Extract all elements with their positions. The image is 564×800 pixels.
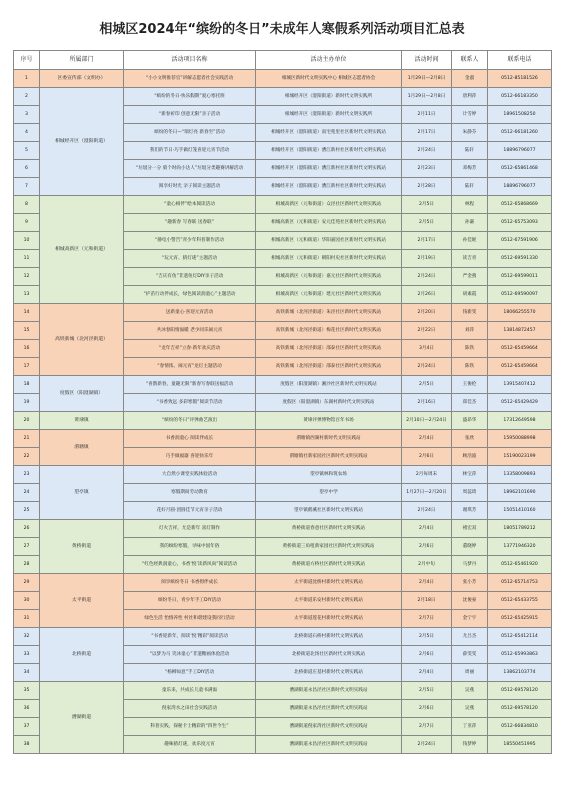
cell-name: 阅享缤纷冬日 书香拇伴成长 — [124, 574, 256, 592]
cell-name: 花好月圆·团圆佳节元宵亲子活动 — [124, 502, 256, 520]
cell-name: 绿色生活 怡情养性 村社和谐建设我同行活动 — [124, 610, 256, 628]
cell-time: 2月24日 — [402, 358, 452, 376]
cell-time: 2月4日 — [402, 430, 452, 448]
cell-name: 科普实践，探秘卡士精彩的“四世今生” — [124, 718, 256, 736]
cell-time: 2月5日 — [402, 214, 452, 232]
cell-time: 2月5日 — [402, 376, 452, 394]
cell-org: 高铁新城（北河泾街道）邵泰社区新时代文明实践站 — [256, 358, 402, 376]
cell-no: 29 — [14, 574, 40, 592]
cell-org: 渭塘镇社新家园社区新时代文明实践站 — [256, 448, 402, 466]
cell-phone: 18896796077 — [488, 142, 552, 160]
cell-org: 北桥街道石桥村新时代文明实践站 — [256, 628, 402, 646]
cell-name: 送新童心·喜迎元宵活动 — [124, 304, 256, 322]
cell-no: 1 — [14, 70, 40, 88]
cell-contact: 吴燕 — [452, 682, 488, 700]
cell-dept: 北桥街道 — [40, 628, 124, 682]
cell-name: 灯火吉祥，尤是新年 富灯制作 — [124, 520, 256, 538]
cell-time: 2月20日 — [402, 304, 452, 322]
cell-name: “以梦为马 笑沐童心”非遗糖画体验活动 — [124, 646, 256, 664]
cell-contact: 陆轩 — [452, 178, 488, 196]
table-row — [14, 628, 552, 646]
cell-org: 相城高新区（元和街道）众泾社区新时代文明实践站 — [256, 196, 402, 214]
cell-time: 2月18日 — [402, 592, 452, 610]
cell-time: 2月6日 — [402, 646, 452, 664]
table-row — [14, 196, 552, 214]
cell-no: 31 — [14, 610, 40, 628]
cell-no: 30 — [14, 592, 40, 610]
cell-time: 2月24日 — [402, 736, 452, 754]
table-row — [14, 376, 552, 394]
cell-contact: 陆轩 — [452, 142, 488, 160]
cell-no: 38 — [14, 736, 40, 754]
cell-contact: 邓梅芳 — [452, 160, 488, 178]
cell-time: 2月中旬 — [402, 556, 452, 574]
cell-org: 黄埭评弹博物馆百年书场 — [256, 412, 402, 430]
header-contact: 联系人 — [452, 51, 488, 70]
cell-time: 1月27日—2月20日 — [402, 484, 452, 502]
cell-time: 3月4日 — [402, 340, 452, 358]
cell-no: 27 — [14, 538, 40, 556]
cell-contact: 尤吕杰 — [452, 628, 488, 646]
cell-org: 漕湖街道永昌泾社区新时代文明实践站 — [256, 736, 402, 754]
cell-no: 22 — [14, 448, 40, 466]
cell-phone: 18961508250 — [488, 106, 552, 124]
table-row — [14, 466, 552, 484]
cell-phone: 0512-65459664 — [488, 340, 552, 358]
cell-phone: 18051789212 — [488, 520, 552, 538]
cell-contact: 刘萍 — [452, 322, 488, 340]
cell-no: 25 — [14, 502, 40, 520]
cell-dept: 望亭镇 — [40, 466, 124, 520]
cell-no: 32 — [14, 628, 40, 646]
cell-name: “红色经典润童心，书香‘悦’读新风尚”阅读活动 — [124, 556, 256, 574]
cell-contact: 盛昂华 — [452, 412, 488, 430]
cell-phone: 0512-69578120 — [488, 700, 552, 718]
cell-phone: 0512-69578120 — [488, 682, 552, 700]
cell-name: 共沐春阳情溢暖 老少同乐闹元宵 — [124, 322, 256, 340]
cell-time: 2月16日 — [402, 394, 452, 412]
cell-name: 巧手做福器 喜迎快乐年 — [124, 448, 256, 466]
cell-no: 5 — [14, 142, 40, 160]
page-title: 相城区2024年“缤纷的冬日”未成年人寒假系列活动项目汇总表 — [99, 22, 465, 37]
cell-org: 度假区（阳澄湖镇）东湖村新时代文明实践站 — [256, 394, 402, 412]
cell-no: 9 — [14, 214, 40, 232]
table-row — [14, 520, 552, 538]
cell-no: 35 — [14, 682, 40, 700]
cell-name: “垃圾分一分 骑个时尚小达人”垃圾分类趣赛讲解活动 — [124, 160, 256, 178]
table-row — [14, 682, 552, 700]
cell-contact: 陈铁 — [452, 340, 488, 358]
cell-time: 2月19日 — [402, 250, 452, 268]
cell-name: “趣新春 写春联 送春联” — [124, 214, 256, 232]
table-row — [14, 430, 552, 448]
header-name: 活动项目名称 — [124, 51, 256, 70]
cell-no: 21 — [14, 430, 40, 448]
cell-org: 渭塘镇西湖村新时代文明实践站 — [256, 430, 402, 448]
cell-time: 2月每周末 — [402, 466, 452, 484]
cell-name: 我们的节日·巧手做灯笼喜迎元宵节活动 — [124, 142, 256, 160]
cell-time: 1月29日—2月8日 — [402, 70, 452, 88]
header-org: 活动主办单位 — [256, 51, 402, 70]
cell-phone: 0512-69591330 — [488, 250, 552, 268]
header-phone: 联系电话 — [488, 51, 552, 70]
cell-time: 2月7日 — [402, 718, 452, 736]
cell-dept: 黄埭镇 — [40, 412, 124, 430]
cell-name: “书香致远 多彩寒假”阅读节活动 — [124, 394, 256, 412]
table-row — [14, 88, 552, 106]
cell-name: “书香迎新年，阅读‘悦’精彩”阅读活动 — [124, 628, 256, 646]
cell-org: 相城经开区（澄阳街道）漕江新村社区新时代文明实践站 — [256, 142, 402, 160]
cell-phone: 0512-65433755 — [488, 592, 552, 610]
cell-name: “春情浓、闹元宵”龙灯主题活动 — [124, 358, 256, 376]
cell-time: 2月6日 — [402, 538, 452, 556]
cell-no: 3 — [14, 106, 40, 124]
cell-time: 2月4日 — [402, 664, 452, 682]
cell-no: 28 — [14, 556, 40, 574]
cell-contact: 丁亚萍 — [452, 718, 488, 736]
cell-name: “缤纷的冬日·快乐假期”爱心寒托班 — [124, 88, 256, 106]
cell-contact: 孙佳妮 — [452, 232, 488, 250]
cell-name: 倪家湾水之田社会实践活动 — [124, 700, 256, 718]
cell-no: 24 — [14, 484, 40, 502]
cell-no: 11 — [14, 250, 40, 268]
cell-org: 望亭镇鹤溪社区新时代文明实践站 — [256, 502, 402, 520]
cell-time: 2月17日 — [402, 124, 452, 142]
cell-contact: 董晓婷 — [452, 538, 488, 556]
cell-contact: 朱静芬 — [452, 124, 488, 142]
cell-no: 18 — [14, 376, 40, 394]
cell-name: “喜鹊新春，童趣无限”新春写春联送福活动 — [124, 376, 256, 394]
cell-no: 17 — [14, 358, 40, 376]
cell-time: 2月26日 — [402, 286, 452, 304]
cell-time: 2月28日 — [402, 178, 452, 196]
cell-org: 相城经开区（澄阳街道）新时代文明实践所 — [256, 106, 402, 124]
cell-no: 19 — [14, 394, 40, 412]
cell-no: 33 — [14, 646, 40, 664]
cell-org: 望亭中学 — [256, 484, 402, 502]
cell-time: 2月10日—2月24日 — [402, 412, 452, 430]
cell-name: “玩元宵、猜灯谜”主题活动 — [124, 250, 256, 268]
cell-phone: 0512-69590097 — [488, 286, 552, 304]
cell-time: 2月23日 — [402, 160, 452, 178]
cell-no: 23 — [14, 466, 40, 484]
cell-phone: 0512-67591906 — [488, 232, 552, 250]
cell-dept: 度假区（阳澄湖镇） — [40, 376, 124, 412]
cell-contact: 谢琪芳 — [452, 502, 488, 520]
cell-name: 寒假期间劳动教育 — [124, 484, 256, 502]
cell-time: 2月5日 — [402, 628, 452, 646]
cell-contact: 金淑 — [452, 70, 488, 88]
cell-org: 相城高新区（元和街道）安元佳苑社区新时代文明实践站 — [256, 214, 402, 232]
table-body — [14, 70, 552, 754]
cell-time: 2月7日 — [402, 610, 452, 628]
cell-time: 1月29日—2月8日 — [402, 88, 452, 106]
cell-no: 12 — [14, 268, 40, 286]
cell-org: 太平街道沈桥村新时代文明实践站 — [256, 574, 402, 592]
cell-org: 相城高新区（元和街道）华阳嘉园社区新时代文明实践站 — [256, 232, 402, 250]
cell-name: 缤纷冬日，青少年手工DIY活动 — [124, 592, 256, 610]
cell-contact: 周丽 — [452, 664, 488, 682]
cell-contact: 周蕊琦 — [452, 484, 488, 502]
cell-org: 黄桥街道方桥社区新时代文明实践站 — [256, 556, 402, 574]
cell-phone: 13771946320 — [488, 538, 552, 556]
cell-org: 北桥街道庄基村新时代文明实践站 — [256, 664, 402, 682]
cell-name: “杨柳如意”手工DIY活动 — [124, 664, 256, 682]
cell-no: 4 — [14, 124, 40, 142]
cell-contact: 钱梦婷 — [452, 736, 488, 754]
cell-org: 太平街道乐安村新时代文明实践站 — [256, 592, 402, 610]
cell-org: 太平街道莲花村新时代文明实践站 — [256, 610, 402, 628]
table-row — [14, 70, 552, 88]
cell-phone: 18896796077 — [488, 178, 552, 196]
cell-phone: 15950088998 — [488, 430, 552, 448]
cell-org: 相城高新区（元和街道）朝阳村史社区新时代文明实践站 — [256, 250, 402, 268]
cell-contact: 林宝萍 — [452, 466, 488, 484]
cell-name: 童乐来，共成长儿童书满溢 — [124, 682, 256, 700]
cell-org: 漕湖街道永昌泾社区新时代文明实践站 — [256, 700, 402, 718]
cell-dept: 高铁新城（北河泾街道） — [40, 304, 124, 376]
cell-contact: 严金燕 — [452, 268, 488, 286]
cell-no: 2 — [14, 88, 40, 106]
cell-contact: 张欣 — [452, 430, 488, 448]
cell-contact: 薛雯雯 — [452, 646, 488, 664]
cell-contact: 读吉青 — [452, 250, 488, 268]
cell-org: 高铁新城（北河泾街道）梅花社区新时代文明实践站 — [256, 322, 402, 340]
cell-org: 漕湖街道倪家湾社区新时代文明实践站 — [256, 718, 402, 736]
cell-org: 相城高新区（元和街道）嘉元社区新时代文明实践站 — [256, 268, 402, 286]
cell-contact: 褚宏双 — [452, 520, 488, 538]
cell-name: 大自然小课堂实践体验活动 — [124, 466, 256, 484]
cell-dept: 区委宣传部（文明办） — [40, 70, 124, 88]
cell-time: 2月11日 — [402, 106, 452, 124]
cell-no: 15 — [14, 322, 40, 340]
cell-no: 10 — [14, 232, 40, 250]
cell-phone: 15190023199 — [488, 448, 552, 466]
cell-no: 6 — [14, 160, 40, 178]
cell-name: 阅享好时光 亲子阅读主题活动 — [124, 178, 256, 196]
cell-time: 2月6日 — [402, 700, 452, 718]
cell-time: 2月5日 — [402, 196, 452, 214]
cell-no: 20 — [14, 412, 40, 430]
cell-phone: 0512-65412114 — [488, 628, 552, 646]
cell-name: 缤纷的冬日—“瑞灯亮 新春至”活动 — [124, 124, 256, 142]
cell-phone: 13862103774 — [488, 664, 552, 682]
cell-phone: 0512-66834810 — [488, 718, 552, 736]
cell-org: 相城经开区（澄阳街道）新时代文明实践所 — [256, 88, 402, 106]
cell-no: 13 — [14, 286, 40, 304]
header-dept: 所属部门 — [40, 51, 124, 70]
cell-no: 37 — [14, 718, 40, 736]
table-header-row — [14, 51, 552, 70]
cell-name: “吉庆有鱼”非遗鱼灯DIY亲子活动 — [124, 268, 256, 286]
cell-contact: 胡素霞 — [452, 286, 488, 304]
cell-phone: 0512-65459664 — [488, 358, 552, 376]
cell-name: 趣味猜灯谜，欢乐度元宵 — [124, 736, 256, 754]
cell-org: 相城经开区（澄阳街道）南宅苑里社区新时代文明实践站 — [256, 124, 402, 142]
cell-no: 14 — [14, 304, 40, 322]
cell-name: “缤纷的冬日”评弹曲艺演出 — [124, 412, 256, 430]
cell-phone: 0512-85181526 — [488, 70, 552, 88]
cell-no: 16 — [14, 340, 40, 358]
cell-org: 相城经开区（澄阳街道）漕江新村社区新时代文明实践站 — [256, 178, 402, 196]
cell-contact: 唐利萍 — [452, 88, 488, 106]
cell-phone: 18066255570 — [488, 304, 552, 322]
cell-phone: 17312649598 — [488, 412, 552, 430]
cell-org: 度假区（阳澄湖镇）湘沙社区新时代文明实践站 — [256, 376, 402, 394]
cell-time: 2月17日 — [402, 232, 452, 250]
cell-phone: 0512-65461920 — [488, 556, 552, 574]
cell-contact: 计雪婷 — [452, 106, 488, 124]
cell-dept: 黄桥街道 — [40, 520, 124, 574]
cell-phone: 0512-69599011 — [488, 268, 552, 286]
cell-org: 高铁新城（北河泾街道）邵泰社区新时代文明实践站 — [256, 340, 402, 358]
cell-time: 2月5日 — [402, 682, 452, 700]
cell-no: 7 — [14, 178, 40, 196]
cell-org: 望亭镇林和筑农场 — [256, 466, 402, 484]
cell-org: 相城高新区（元和街道）建元社区新时代文明实践站 — [256, 286, 402, 304]
cell-phone: 0512-66183350 — [488, 88, 552, 106]
table-row — [14, 574, 552, 592]
cell-time: 2月24日 — [402, 502, 452, 520]
cell-contact: 沈俊豪 — [452, 592, 488, 610]
table-row — [14, 304, 552, 322]
cell-phone: 0512-65714753 — [488, 574, 552, 592]
cell-phone: 13814872457 — [488, 322, 552, 340]
cell-name: “静电小警告”青少年科普制作活动 — [124, 232, 256, 250]
cell-phone: 0512-66181260 — [488, 124, 552, 142]
cell-name: “龙年吉祥”立春·新年欢庆活动 — [124, 340, 256, 358]
cell-contact: 吴燕 — [452, 700, 488, 718]
cell-name: “新春祈印 创意无限”亲子活动 — [124, 106, 256, 124]
cell-contact: 孙谦 — [452, 214, 488, 232]
cell-phone: 0512-65429429 — [488, 394, 552, 412]
cell-name: “童心相伴”绘本阅读活动 — [124, 196, 256, 214]
cell-dept: 渭塘镇 — [40, 430, 124, 466]
cell-dept: 相城高新区（元和街道） — [40, 196, 124, 304]
cell-contact: 金宁宇 — [452, 610, 488, 628]
cell-time: 2月22日 — [402, 322, 452, 340]
cell-phone: 15051410160 — [488, 502, 552, 520]
cell-phone: 18550451995 — [488, 736, 552, 754]
cell-contact: 马梦丹 — [452, 556, 488, 574]
cell-name: 我的缤纷寒假，寻味中国年俗 — [124, 538, 256, 556]
cell-name: 书香润童心 阅读伴成长 — [124, 430, 256, 448]
cell-time: 2月4日 — [402, 574, 452, 592]
cell-contact: 王俊伦 — [452, 376, 488, 394]
table-row — [14, 412, 552, 430]
cell-org: 高铁新城（北河泾街道）朱泾社区新时代文明实践站 — [256, 304, 402, 322]
cell-time: 2月6日 — [402, 448, 452, 466]
cell-contact: 陈铁 — [452, 358, 488, 376]
cell-phone: 0512-65861468 — [488, 160, 552, 178]
cell-phone: 0512-65868669 — [488, 196, 552, 214]
cell-phone: 0512-65753093 — [488, 214, 552, 232]
cell-name: “护苗行动伴成长，绿色阅读润童心”主题活动 — [124, 286, 256, 304]
cell-no: 34 — [14, 664, 40, 682]
cell-phone: 0512-65993863 — [488, 646, 552, 664]
activities-table — [13, 50, 552, 754]
cell-time: 2月24日 — [402, 142, 452, 160]
cell-contact: 林程 — [452, 196, 488, 214]
cell-phone: 13915407412 — [488, 376, 552, 394]
cell-contact: 张小芳 — [452, 574, 488, 592]
cell-org: 相城区新时代文明实践中心 相城区志愿者协会 — [256, 70, 402, 88]
cell-org: 黄桥街道春意社区新时代文明实践站 — [256, 520, 402, 538]
header-time: 活动时间 — [402, 51, 452, 70]
cell-dept: 相城经开区（澄阳街道） — [40, 88, 124, 196]
cell-no: 8 — [14, 196, 40, 214]
cell-no: 36 — [14, 700, 40, 718]
cell-dept: 太平街道 — [40, 574, 124, 628]
cell-phone: 13358009893 — [488, 466, 552, 484]
cell-contact: 顾浩波 — [452, 448, 488, 466]
cell-org: 北桥街道北汤社区新时代文明实践站 — [256, 646, 402, 664]
cell-dept: 漕湖街道 — [40, 682, 124, 754]
cell-org: 漕湖街道永昌泾社区新时代文明实践站 — [256, 682, 402, 700]
cell-org: 相城经开区（澄阳街道）漕江新村社区新时代文明实践站 — [256, 160, 402, 178]
cell-org: 黄桥街道三角咀新家园社区新时代文明实践站 — [256, 538, 402, 556]
cell-no: 26 — [14, 520, 40, 538]
cell-time: 2月4日 — [402, 520, 452, 538]
cell-time: 2月24日 — [402, 268, 452, 286]
cell-contact: 郑佳杰 — [452, 394, 488, 412]
cell-contact: 钱新雯 — [452, 304, 488, 322]
cell-phone: 18962101690 — [488, 484, 552, 502]
cell-name: “小小文明推荐官”讲解志愿者社会实践活动 — [124, 70, 256, 88]
cell-phone: 0512-65425915 — [488, 610, 552, 628]
header-no: 序号 — [14, 51, 40, 70]
